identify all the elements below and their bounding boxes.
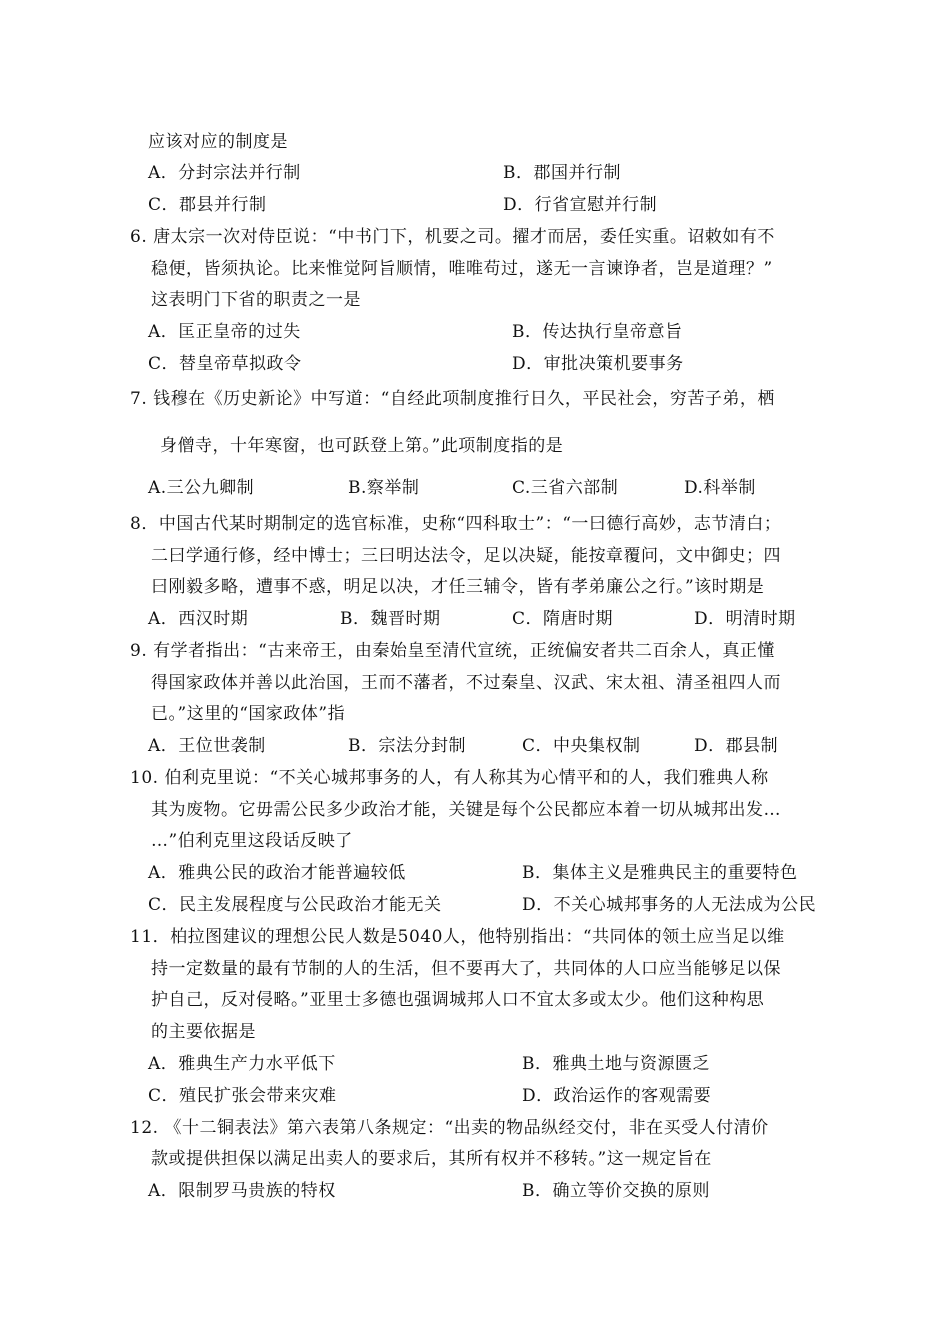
- q6-stem-line-2: 稳便，皆须执论。比来惟觉阿旨顺情，唯唯苟过，遂无一言谏诤者，岂是道理？”: [151, 259, 773, 279]
- q11-stem-line-4: 的主要依据是: [151, 1022, 256, 1042]
- q6-stem-line-3: 这表明门下省的职责之一是: [151, 290, 361, 310]
- q5-option-c: C．郡县并行制: [148, 195, 267, 215]
- q12-stem-line-1: 12. 《十二铜表法》第六表第八条规定：“出卖的物品纵经交付，非在买受人付清价: [130, 1118, 769, 1138]
- q6-option-a: A．匡正皇帝的过失: [148, 322, 301, 342]
- q5-option-d: D．行省宣慰并行制: [503, 195, 658, 215]
- q7-stem-line-1: 7. 钱穆在《历史新论》中写道：“自经此项制度推行日久，平民社会，穷苦子弟，栖: [130, 389, 775, 409]
- q10-option-c: C．民主发展程度与公民政治才能无关: [148, 895, 442, 915]
- q12-option-b: B．确立等价交换的原则: [522, 1181, 710, 1201]
- q10-option-d: D．不关心城邦事务的人无法成为公民: [522, 895, 817, 915]
- q10-stem-line-3: …”伯利克里这段话反映了: [151, 831, 353, 851]
- q7-option-b: B.察举制: [348, 478, 420, 498]
- q6-stem-line-1: 6. 唐太宗一次对侍臣说：“中书门下，机要之司。擢才而居，委任实重。诏敕如有不: [130, 227, 775, 247]
- q8-option-d: D．明清时期: [694, 609, 796, 629]
- q8-stem-line-1: 8．中国古代某时期制定的选官标准，史称“四科取士”：“一曰德行高妙，志节清白；: [130, 514, 782, 534]
- q9-option-c: C．中央集权制: [522, 736, 641, 756]
- q9-stem-line-1: 9. 有学者指出：“古来帝王，由秦始皇至清代宣统，正统偏安者共二百余人，真正懂: [130, 641, 775, 661]
- q10-stem-line-2: 其为废物。它毋需公民多少政治才能，关键是每个公民都应本着一切从城邦出发…: [151, 800, 781, 820]
- q6-option-b: B．传达执行皇帝意旨: [512, 322, 683, 342]
- q10-option-a: A．雅典公民的政治才能普遍较低: [148, 863, 406, 883]
- q6-option-d: D．审批决策机要事务: [512, 354, 684, 374]
- q8-option-b: B．魏晋时期: [340, 609, 441, 629]
- q7-stem-line-2: 身僧寺，十年寒窗，也可跃登上第。”此项制度指的是: [160, 436, 564, 456]
- q11-stem-line-1: 11．柏拉图建议的理想公民人数是5040人，他特别指出：“共同体的领土应当足以维: [130, 927, 785, 947]
- q11-stem-line-2: 持一定数量的最有节制的人的生活，但不要再大了，共同体的人口应当能够足以保: [151, 959, 781, 979]
- q6-option-c: C．替皇帝草拟政令: [148, 354, 302, 374]
- q7-option-d: D.科举制: [684, 478, 756, 498]
- q5-option-b: B．郡国并行制: [503, 163, 621, 183]
- q8-option-a: A．西汉时期: [148, 609, 249, 629]
- q8-stem-line-2: 二曰学通行修，经中博士；三曰明达法令，足以决疑，能按章覆问，文中御史；四: [151, 546, 781, 566]
- q9-option-d: D．郡县制: [694, 736, 779, 756]
- q11-option-a: A．雅典生产力水平低下: [148, 1054, 336, 1074]
- q9-stem-line-3: 已。”这里的“国家政体”指: [151, 704, 346, 724]
- q11-option-d: D．政治运作的客观需要: [522, 1086, 712, 1106]
- q10-option-b: B．集体主义是雅典民主的重要特色: [522, 863, 798, 883]
- q7-option-c: C.三省六部制: [512, 478, 619, 498]
- q11-option-b: B．雅典土地与资源匮乏: [522, 1054, 710, 1074]
- q9-option-a: A．王位世袭制: [148, 736, 266, 756]
- q8-stem-line-3: 曰刚毅多略，遭事不惑，明足以决，才任三辅令，皆有孝弟廉公之行。”该时期是: [151, 577, 765, 597]
- q9-stem-line-2: 得国家政体并善以此治国，王而不藩者，不过秦皇、汉武、宋太祖、清圣祖四人而: [151, 673, 781, 693]
- q8-option-c: C．隋唐时期: [512, 609, 614, 629]
- q5-option-a: A．分封宗法并行制: [148, 163, 301, 183]
- q12-stem-line-2: 款或提供担保以满足出卖人的要求后，其所有权并不移转。”这一规定旨在: [151, 1149, 712, 1169]
- q9-option-b: B．宗法分封制: [348, 736, 466, 756]
- q7-option-a: A.三公九卿制: [148, 478, 255, 498]
- q5-stem-continuation: 应该对应的制度是: [148, 132, 288, 152]
- q12-option-a: A．限制罗马贵族的特权: [148, 1181, 336, 1201]
- q11-option-c: C．殖民扩张会带来灾难: [148, 1086, 337, 1106]
- q10-stem-line-1: 10. 伯利克里说：“不关心城邦事务的人，有人称其为心情平和的人，我们雅典人称: [130, 768, 769, 788]
- q11-stem-line-3: 护自己，反对侵略。”亚里士多德也强调城邦人口不宜太多或太少。他们这种构思: [151, 990, 765, 1010]
